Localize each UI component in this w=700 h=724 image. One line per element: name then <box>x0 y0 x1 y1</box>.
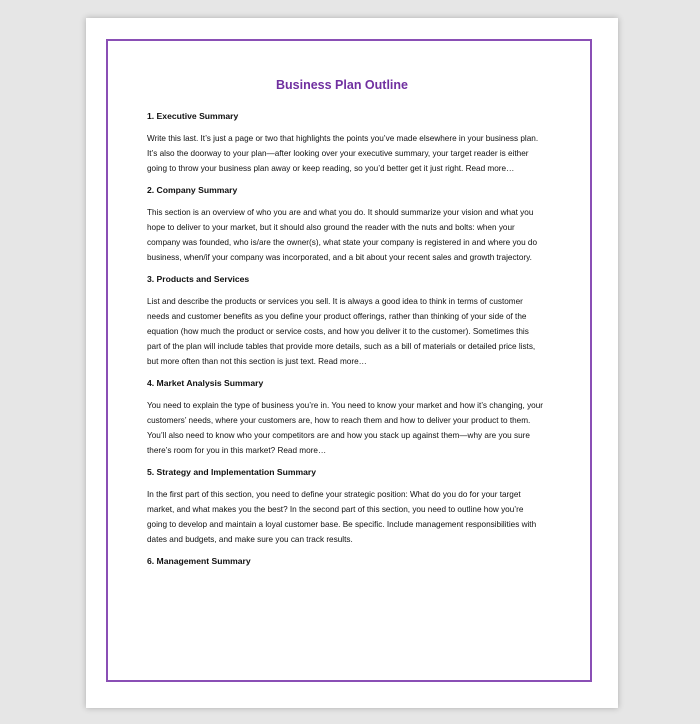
section-products-services <box>147 273 543 369</box>
document-page <box>86 18 618 708</box>
section-strategy-implementation <box>147 466 543 547</box>
section-body: Write this last. It’s just a page or two that highlights the points you’ve made elsewhere in your business plan. It’s also the doorway to your plan—after looking over your executive summary, your target reader is either going to throw your business plan away or keep reading, so you’d better get it just right. Read more… <box>147 134 539 173</box>
section-heading: 6. Management Summary <box>147 556 251 566</box>
section-heading: 2. Company Summary <box>147 185 238 195</box>
section-body: You need to explain the type of business you’re in. You need to know your market and how it’s changing, your customers’ needs, where your customers are, how to reach them and how to deliver your product to them. You’ll also need to know who your competitors are and how you stack up against them—why are you sure there’s room for you in this market? Read more… <box>147 401 543 455</box>
section-company-summary <box>147 184 543 265</box>
section-heading: 1. Executive Summary <box>147 111 239 121</box>
document-title: Business Plan Outline <box>276 78 408 92</box>
section-executive-summary <box>147 110 543 176</box>
section-heading: 3. Products and Services <box>147 274 250 284</box>
section-market-analysis <box>147 377 543 458</box>
section-body: This section is an overview of who you are and what you do. It should summarize your vision and what you hope to deliver to your market, but it should also ground the reader with the nuts and bolts: when your company was founded, who is/are the owner(s), what state your company is registered in and where you do business, when/if your company was incorporated, and a bit about your recent sales and growth trajectory. <box>147 208 538 262</box>
section-heading: 5. Strategy and Implementation Summary <box>147 467 317 477</box>
section-body: In the first part of this section, you need to define your strategic position: What do you do for your target market, and what makes you the best? In the second part of this section, you need to outline how you’re going to develop and maintain a loyal customer base. Be specific. Include management responsibilities with dates and budgets, and make sure you can track results. <box>147 490 537 544</box>
section-body: List and describe the products or services you sell. It is always a good idea to think in terms of customer needs and customer benefits as you define your product offerings, rather than thinking of your side of the equation (how much the product or service costs, and how you deliver it to the customer). Sometimes this part of the plan will include tables that provide more details, such as a bill of materials or detailed price lists, but more often than not this section is just text. Read more… <box>147 297 536 366</box>
document-content <box>147 110 543 576</box>
section-heading: 4. Market Analysis Summary <box>147 378 264 388</box>
section-management-summary <box>147 555 543 567</box>
